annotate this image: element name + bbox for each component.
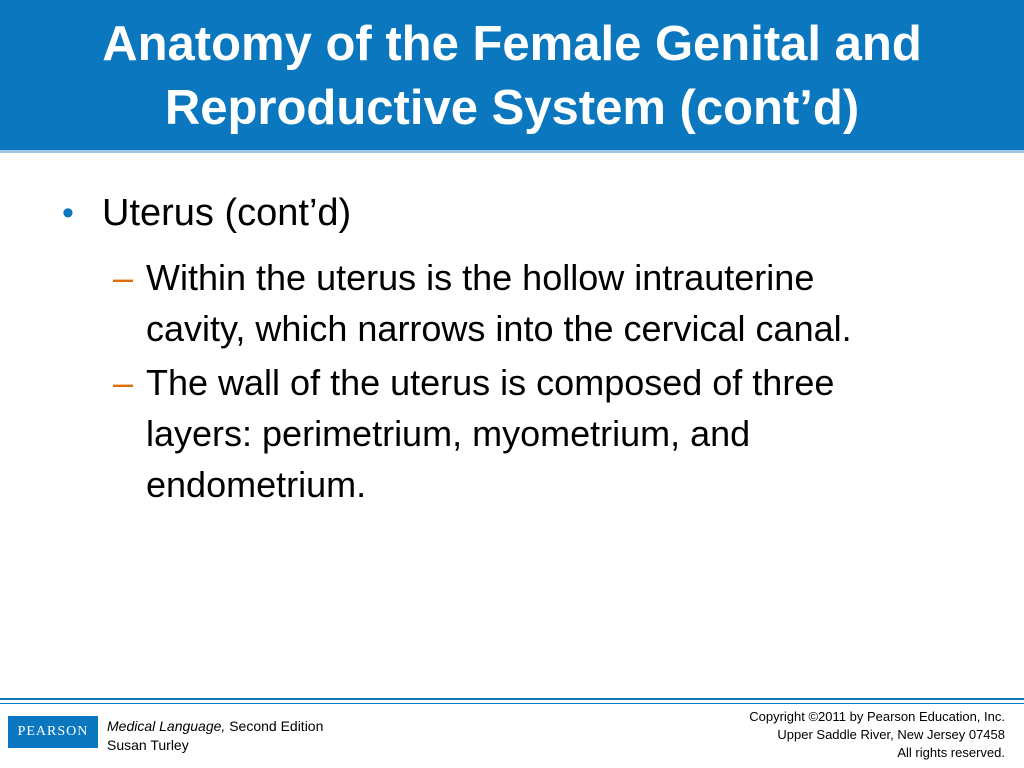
sub-bullet-line: Within the uterus is the hollow intrauterine: [146, 257, 815, 298]
book-edition: Second Edition: [225, 718, 324, 734]
sub-bullet-line: The wall of the uterus is composed of three: [146, 362, 835, 403]
sub-bullet-line: endometrium.: [146, 464, 367, 505]
copyright-rights: All rights reserved.: [897, 745, 1005, 760]
pearson-logo: [8, 716, 98, 748]
footer-divider-thin: [0, 703, 1024, 704]
pearson-logo-text: PEARSON: [17, 724, 89, 739]
title-line-1: Anatomy of the Female Genital and: [102, 17, 922, 71]
sub-bullet-line: layers: perimetrium, myometrium, and: [146, 413, 751, 454]
sub-bullet-text: [146, 357, 966, 510]
copyright-line: Copyright ©2011 by Pearson Education, Inc.: [749, 709, 1005, 724]
book-info: [107, 717, 323, 755]
sub-bullet-wall-layers: [113, 357, 973, 510]
bullet-marker: •: [62, 194, 74, 232]
sub-bullet-marker: –: [113, 257, 134, 298]
title-line-2: Reproductive System (cont’d): [164, 81, 860, 135]
footer-divider: [0, 698, 1024, 700]
sub-bullet-line: cavity, which narrows into the cervical canal.: [146, 308, 852, 349]
book-title-line: [107, 717, 323, 736]
copyright-address: Upper Saddle River, New Jersey 07458: [777, 727, 1005, 742]
sub-bullet-text: [146, 252, 966, 354]
copyright-notice: [749, 708, 1005, 762]
sub-bullet-marker: –: [113, 362, 134, 403]
sub-bullet-cavity: [113, 252, 973, 354]
book-title: Medical Language,: [107, 718, 226, 734]
bullet-text: Uterus (cont’d): [102, 192, 352, 234]
book-author: Susan Turley: [107, 737, 189, 753]
